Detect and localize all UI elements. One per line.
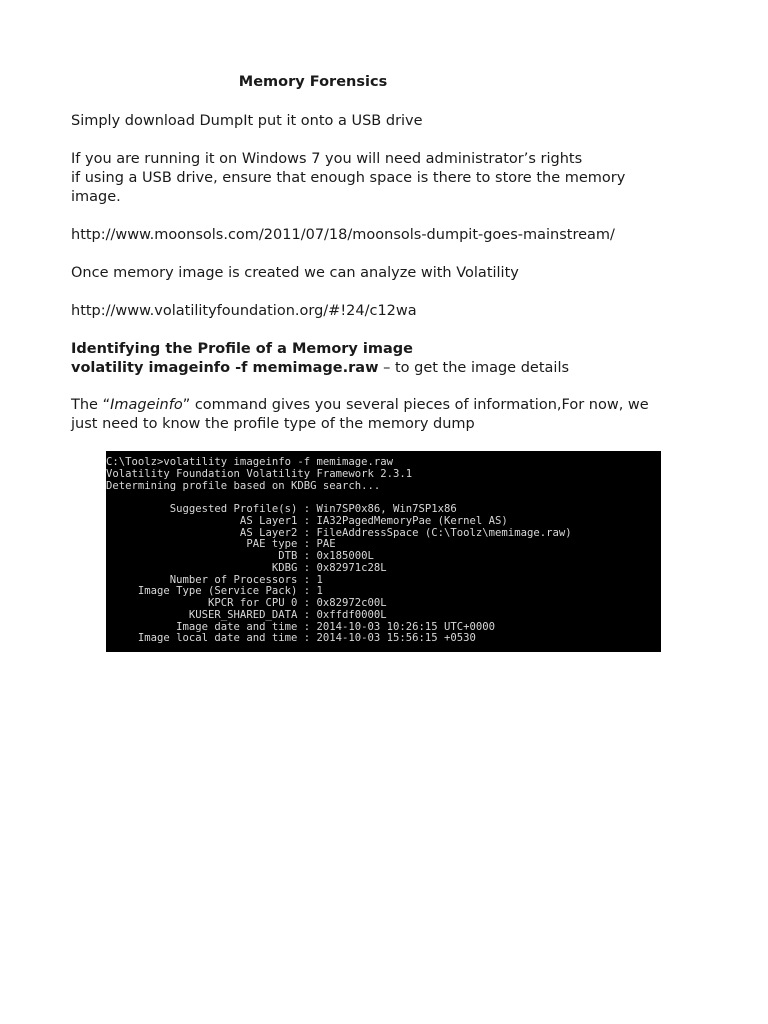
volatility-link[interactable]: http://www.volatilityfoundation.org/#!24/c12wa (71, 303, 417, 319)
paragraph-line: image. (71, 189, 121, 205)
windows7-paragraph (71, 150, 691, 207)
paragraph-rest: ” command gives you several pieces of information,For now, we (182, 397, 649, 413)
volatility-paragraph: Once memory image is created we can analyze with Volatility (71, 265, 519, 281)
terminal-line: AS Layer1 : IA32PagedMemoryPae (Kernel AS) (106, 514, 508, 527)
imageinfo-term: Imageinfo (110, 397, 183, 413)
section-block (71, 340, 691, 378)
terminal-line: Image Type (Service Pack) : 1 (106, 585, 323, 598)
terminal-line: C:\Toolz>volatility imageinfo -f memimage.raw (106, 456, 394, 468)
terminal-line: Suggested Profile(s) : Win7SP0x86, Win7SP1x86 (106, 503, 457, 515)
intro-paragraph: Simply download DumpIt put it onto a USB drive (71, 113, 423, 129)
terminal-screenshot (106, 451, 661, 652)
paragraph-prefix: The “ (71, 397, 111, 413)
section-heading: Identifying the Profile of a Memory image (71, 341, 414, 357)
terminal-line: Volatility Foundation Volatility Framework 2.3.1 (106, 467, 413, 480)
terminal-line: Image local date and time : 2014-10-03 15:56:15 +0530 (106, 632, 476, 645)
terminal-line: PAE type : PAE (106, 538, 336, 551)
paragraph-line (71, 396, 691, 415)
command-description: – to get the image details (378, 360, 570, 376)
terminal-line: KUSER_SHARED_DATA : 0xffdf0000L (106, 608, 387, 621)
terminal-line: Determining profile based on KDBG search... (106, 479, 381, 492)
page-title: Memory Forensics (238, 74, 388, 90)
terminal-line: Number of Processors : 1 (106, 573, 323, 586)
dumpit-link[interactable]: http://www.moonsols.com/2011/07/18/moonsols-dumpit-goes-mainstream/ (71, 227, 615, 243)
terminal-line: KDBG : 0x82971c28L (106, 561, 387, 574)
paragraph-line: if using a USB drive, ensure that enough space is there to store the memory (71, 170, 626, 186)
terminal-line: DTB : 0x185000L (106, 550, 374, 562)
terminal-line: AS Layer2 : FileAddressSpace (C:\Toolz\memimage.raw) (106, 526, 572, 539)
command-text: volatility imageinfo -f memimage.raw (71, 360, 379, 376)
imageinfo-paragraph (71, 396, 691, 434)
terminal-line: Image date and time : 2014-10-03 10:26:15 UTC+0000 (106, 620, 496, 633)
command-line (71, 359, 691, 378)
terminal-line: KPCR for CPU 0 : 0x82972c00L (106, 597, 387, 609)
paragraph-line: just need to know the profile type of the memory dump (71, 416, 475, 432)
paragraph-line: If you are running it on Windows 7 you will need administrator’s rights (71, 151, 583, 167)
